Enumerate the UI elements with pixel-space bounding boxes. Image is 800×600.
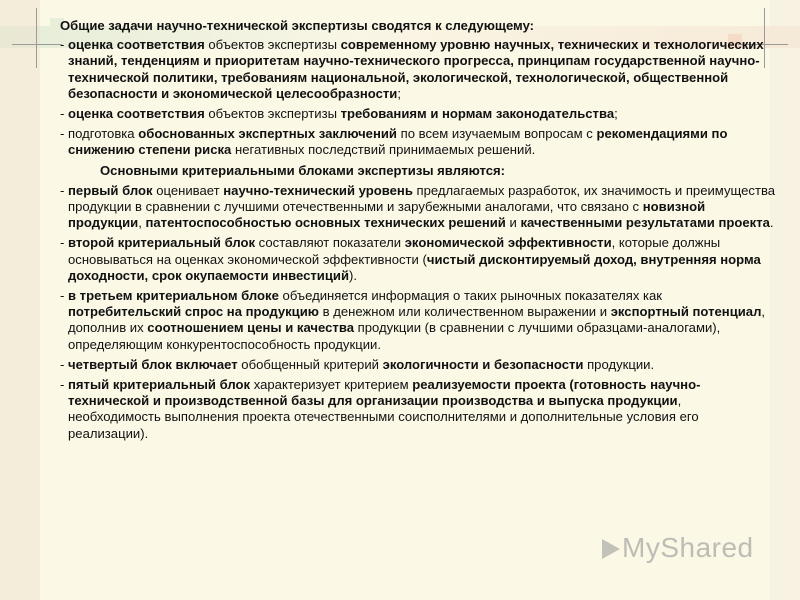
- text-run: ).: [349, 267, 357, 283]
- slide-body: [46, 18, 776, 446]
- text-run: продукции (в сравнении с лучшими образцами-аналогами), определяющим конкурентоспособность продукции.: [68, 320, 721, 352]
- text-run: ,: [138, 215, 146, 231]
- criteria-list: [46, 183, 776, 442]
- bold-text: экспортный потенциал: [610, 304, 762, 320]
- criteria-item: [46, 377, 776, 442]
- bold-text: в третьем критериальном блоке: [68, 288, 279, 304]
- tasks-list: [46, 37, 776, 158]
- bold-text: экологичности и безопасности: [382, 356, 584, 372]
- task-item: [46, 37, 776, 102]
- bold-text: новизной продукции: [68, 199, 706, 231]
- text-run: негативных последствий принимаемых решений.: [231, 142, 536, 158]
- criteria-item: [46, 357, 776, 373]
- decorative-left-strip: [0, 0, 40, 600]
- text-run: ;: [397, 85, 401, 101]
- text-run: , необходимость выполнения проекта отечественными соисполнителями и дополнительные условия его реализации).: [68, 393, 699, 441]
- bold-text: чистый дисконтируемый доход, внутренняя норма доходности, срок окупаемости инвестиций: [68, 251, 761, 283]
- text-run: предлагаемых разработок, их значимость и преимущества продукции в сравнении с лучшими отечественными и зарубежными аналогами, что связано с: [68, 182, 776, 215]
- criteria-item: [46, 235, 776, 284]
- bold-text: потребительский спрос на продукцию: [68, 304, 319, 320]
- text-run: -: [60, 288, 68, 304]
- text-run: объектов экспертизы: [204, 37, 341, 53]
- bold-text: современному уровню научных, технических и технологических знаний, тенденциям и приоритетам научно-технического прогресса, принципам государственной научно-технической политики, требованиям национальной, экологической, технологической, общественной безопасности и экономической целесообразности: [68, 37, 764, 101]
- text-run: составляют показатели: [255, 235, 405, 251]
- slide-heading: Общие задачи научно-технической экспертизы сводятся к следующему:: [60, 18, 535, 33]
- task-item: [46, 106, 776, 122]
- text-run: и: [505, 215, 521, 231]
- bold-text: качественными результатами проекта: [520, 215, 770, 231]
- text-run: ;: [614, 106, 618, 122]
- bold-text: четвертый блок включает: [68, 356, 238, 372]
- text-run: продукции.: [583, 356, 655, 372]
- bold-text: соотношением цены и качества: [147, 320, 354, 336]
- text-run: оценивает: [152, 182, 224, 198]
- text-run: характеризует критерием: [250, 377, 413, 393]
- criteria-item: [46, 183, 776, 232]
- text-run: объединяется информация о таких рыночных показателях как: [278, 288, 663, 304]
- bold-text: пятый критериальный блок: [68, 377, 251, 393]
- criteria-heading: Основными критериальными блоками экспертизы являются:: [100, 162, 506, 178]
- bold-text: оценка соответствия: [68, 106, 205, 122]
- bold-text: требованиям и нормам законодательства: [340, 106, 615, 122]
- criteria-item: [46, 288, 776, 353]
- bold-text: второй критериальный блок: [68, 235, 256, 251]
- text-run: .: [769, 215, 774, 231]
- bold-text: первый блок: [68, 182, 153, 198]
- text-run: -: [60, 377, 68, 393]
- bold-text: научно-технический уровень: [223, 182, 413, 198]
- text-run: в денежном или количественном выражении и: [318, 304, 611, 320]
- text-run: -: [60, 37, 68, 53]
- text-run: -: [60, 356, 68, 372]
- text-run: - подготовка: [60, 126, 139, 142]
- bold-text: экономической эффективности: [404, 235, 612, 251]
- watermark: MyShared: [622, 532, 754, 563]
- bold-text: рекомендациями по снижению степени риска: [68, 126, 728, 158]
- text-run: -: [60, 235, 68, 251]
- bold-text: реализуемости проекта (готовность научно-технической и производственной базы для организации производства и выпуска продукции: [68, 377, 701, 409]
- text-run: объектов экспертизы: [204, 106, 341, 122]
- bold-text: оценка соответствия: [68, 37, 205, 53]
- text-run: -: [60, 182, 68, 198]
- text-run: , которые должны основываться на оценках экономической эффективности (: [68, 235, 721, 267]
- bold-text: патентоспособностью основных технических решений: [145, 215, 506, 231]
- play-triangle-icon: [598, 537, 622, 561]
- text-run: , дополнив их: [68, 304, 766, 336]
- text-run: обобщенный критерий: [237, 356, 383, 372]
- task-item: [46, 126, 776, 158]
- bold-text: обоснованных экспертных заключений: [138, 126, 397, 142]
- crosshair-line: [36, 8, 37, 68]
- text-run: по всем изучаемым вопросам с: [396, 126, 597, 142]
- text-run: -: [60, 106, 68, 122]
